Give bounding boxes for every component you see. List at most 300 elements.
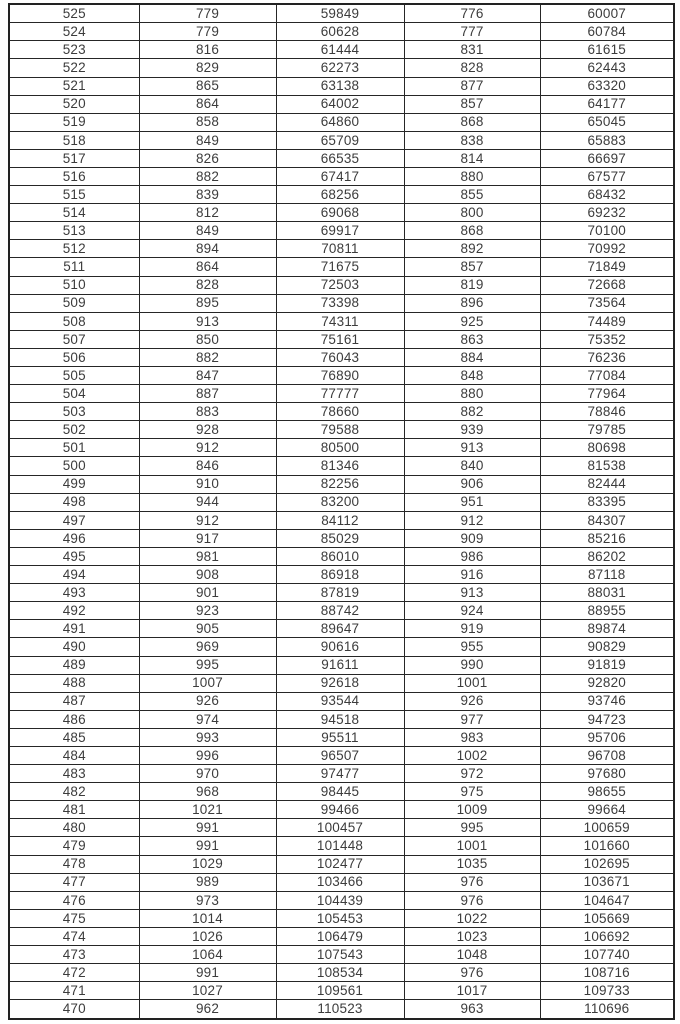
- table-cell: 995: [139, 656, 276, 674]
- table-cell: 976: [404, 964, 540, 982]
- table-row: [9, 620, 674, 638]
- table-cell: 483: [9, 765, 139, 783]
- table-cell: 990: [404, 656, 540, 674]
- table-cell: 482: [9, 783, 139, 801]
- table-cell: 61615: [540, 41, 674, 59]
- table-cell: 72668: [540, 276, 674, 294]
- table-cell: 100659: [540, 819, 674, 837]
- table-cell: 491: [9, 620, 139, 638]
- table-cell: 486: [9, 710, 139, 728]
- table-row: [9, 710, 674, 728]
- table-cell: 95511: [276, 728, 404, 746]
- table-row: [9, 294, 674, 312]
- table-cell: 909: [404, 529, 540, 547]
- score-distribution-table: [8, 3, 675, 1020]
- table-cell: 1026: [139, 927, 276, 945]
- table-cell: 857: [404, 95, 540, 113]
- table-cell: 840: [404, 457, 540, 475]
- table-cell: 99466: [276, 801, 404, 819]
- table-cell: 84307: [540, 511, 674, 529]
- table-cell: 524: [9, 23, 139, 41]
- table-cell: 1048: [404, 946, 540, 964]
- table-cell: 76236: [540, 348, 674, 366]
- table-cell: 499: [9, 475, 139, 493]
- table-cell: 102695: [540, 855, 674, 873]
- table-row: [9, 692, 674, 710]
- table-cell: 776: [404, 4, 540, 23]
- table-row: [9, 801, 674, 819]
- table-cell: 1021: [139, 801, 276, 819]
- table-cell: 105669: [540, 909, 674, 927]
- table-cell: 64002: [276, 95, 404, 113]
- table-cell: 970: [139, 765, 276, 783]
- table-row: [9, 330, 674, 348]
- table-cell: 800: [404, 204, 540, 222]
- table-cell: 101660: [540, 837, 674, 855]
- table-cell: 896: [404, 294, 540, 312]
- table-cell: 89874: [540, 620, 674, 638]
- table-cell: 863: [404, 330, 540, 348]
- table-row: [9, 113, 674, 131]
- table-cell: 494: [9, 566, 139, 584]
- table-cell: 473: [9, 946, 139, 964]
- table-cell: 520: [9, 95, 139, 113]
- table-cell: 500: [9, 457, 139, 475]
- table-cell: 917: [139, 529, 276, 547]
- table-cell: 976: [404, 873, 540, 891]
- table-row: [9, 41, 674, 59]
- table-cell: 895: [139, 294, 276, 312]
- table-cell: 85029: [276, 529, 404, 547]
- table-cell: 892: [404, 240, 540, 258]
- table-cell: 880: [404, 167, 540, 185]
- table-cell: 107740: [540, 946, 674, 964]
- table-cell: 831: [404, 41, 540, 59]
- table-cell: 94723: [540, 710, 674, 728]
- table-cell: 1014: [139, 909, 276, 927]
- table-cell: 67577: [540, 167, 674, 185]
- table-cell: 74489: [540, 312, 674, 330]
- table-cell: 858: [139, 113, 276, 131]
- table-cell: 65883: [540, 131, 674, 149]
- table-row: [9, 656, 674, 674]
- table-cell: 515: [9, 186, 139, 204]
- table-row: [9, 23, 674, 41]
- table-cell: 484: [9, 746, 139, 764]
- table-cell: 79785: [540, 421, 674, 439]
- table-cell: 865: [139, 77, 276, 95]
- table-cell: 485: [9, 728, 139, 746]
- table-cell: 90829: [540, 638, 674, 656]
- table-cell: 779: [139, 4, 276, 23]
- table-cell: 883: [139, 403, 276, 421]
- table-cell: 489: [9, 656, 139, 674]
- table-cell: 1002: [404, 746, 540, 764]
- table-cell: 73398: [276, 294, 404, 312]
- table-cell: 849: [139, 131, 276, 149]
- table-cell: 76890: [276, 367, 404, 385]
- table-cell: 864: [139, 95, 276, 113]
- table-cell: 864: [139, 258, 276, 276]
- table-cell: 89647: [276, 620, 404, 638]
- table-cell: 68256: [276, 186, 404, 204]
- table-cell: 995: [404, 819, 540, 837]
- table-cell: 479: [9, 837, 139, 855]
- table-cell: 81538: [540, 457, 674, 475]
- table-cell: 94518: [276, 710, 404, 728]
- table-row: [9, 746, 674, 764]
- table-cell: 65709: [276, 131, 404, 149]
- table-cell: 66535: [276, 149, 404, 167]
- table-cell: 66697: [540, 149, 674, 167]
- table-row: [9, 258, 674, 276]
- table-cell: 991: [139, 819, 276, 837]
- table-cell: 79588: [276, 421, 404, 439]
- table-cell: 973: [139, 891, 276, 909]
- table-cell: 516: [9, 167, 139, 185]
- table-cell: 108534: [276, 964, 404, 982]
- table-cell: 110523: [276, 1000, 404, 1019]
- table-row: [9, 982, 674, 1000]
- table-cell: 819: [404, 276, 540, 294]
- table-cell: 521: [9, 77, 139, 95]
- table-cell: 102477: [276, 855, 404, 873]
- table-cell: 496: [9, 529, 139, 547]
- table-row: [9, 240, 674, 258]
- table-cell: 910: [139, 475, 276, 493]
- table-cell: 77964: [540, 385, 674, 403]
- table-cell: 71675: [276, 258, 404, 276]
- table-row: [9, 1000, 674, 1019]
- table-cell: 71849: [540, 258, 674, 276]
- table-cell: 905: [139, 620, 276, 638]
- table-cell: 478: [9, 855, 139, 873]
- table-cell: 498: [9, 493, 139, 511]
- table-row: [9, 529, 674, 547]
- table-cell: 98445: [276, 783, 404, 801]
- table-cell: 951: [404, 493, 540, 511]
- table-cell: 868: [404, 222, 540, 240]
- table-cell: 507: [9, 330, 139, 348]
- table-cell: 69068: [276, 204, 404, 222]
- table-row: [9, 566, 674, 584]
- table-cell: 846: [139, 457, 276, 475]
- table-cell: 777: [404, 23, 540, 41]
- table-cell: 894: [139, 240, 276, 258]
- table-cell: 981: [139, 547, 276, 565]
- table-row: [9, 204, 674, 222]
- table-cell: 80698: [540, 439, 674, 457]
- table-cell: 503: [9, 403, 139, 421]
- table-cell: 983: [404, 728, 540, 746]
- table-cell: 60784: [540, 23, 674, 41]
- table-cell: 522: [9, 59, 139, 77]
- table-cell: 1064: [139, 946, 276, 964]
- table-cell: 517: [9, 149, 139, 167]
- table-cell: 82444: [540, 475, 674, 493]
- table-cell: 106479: [276, 927, 404, 945]
- table-row: [9, 837, 674, 855]
- table-cell: 64860: [276, 113, 404, 131]
- table-cell: 882: [139, 348, 276, 366]
- table-cell: 62273: [276, 59, 404, 77]
- table-row: [9, 964, 674, 982]
- table-cell: 470: [9, 1000, 139, 1019]
- table-cell: 944: [139, 493, 276, 511]
- table-cell: 86918: [276, 566, 404, 584]
- table-row: [9, 946, 674, 964]
- table-row: [9, 222, 674, 240]
- table-cell: 972: [404, 765, 540, 783]
- table-cell: 101448: [276, 837, 404, 855]
- table-row: [9, 547, 674, 565]
- table-cell: 880: [404, 385, 540, 403]
- table-cell: 1007: [139, 674, 276, 692]
- table-cell: 504: [9, 385, 139, 403]
- table-row: [9, 77, 674, 95]
- table-cell: 991: [139, 964, 276, 982]
- table-cell: 83200: [276, 493, 404, 511]
- table-cell: 912: [139, 439, 276, 457]
- table-row: [9, 493, 674, 511]
- table-cell: 86202: [540, 547, 674, 565]
- table-cell: 508: [9, 312, 139, 330]
- table-cell: 100457: [276, 819, 404, 837]
- table-body: [9, 4, 674, 1019]
- table-cell: 923: [139, 602, 276, 620]
- table-cell: 110696: [540, 1000, 674, 1019]
- table-cell: 916: [404, 566, 540, 584]
- table-cell: 513: [9, 222, 139, 240]
- table-cell: 82256: [276, 475, 404, 493]
- table-cell: 80500: [276, 439, 404, 457]
- table-cell: 492: [9, 602, 139, 620]
- table-cell: 913: [139, 312, 276, 330]
- table-cell: 838: [404, 131, 540, 149]
- table-row: [9, 457, 674, 475]
- table-cell: 991: [139, 837, 276, 855]
- table-cell: 91611: [276, 656, 404, 674]
- table-row: [9, 59, 674, 77]
- table-cell: 65045: [540, 113, 674, 131]
- table-row: [9, 167, 674, 185]
- table-cell: 975: [404, 783, 540, 801]
- table-cell: 73564: [540, 294, 674, 312]
- table-cell: 512: [9, 240, 139, 258]
- table-cell: 828: [139, 276, 276, 294]
- table-cell: 477: [9, 873, 139, 891]
- table-cell: 939: [404, 421, 540, 439]
- table-cell: 913: [404, 439, 540, 457]
- table-cell: 814: [404, 149, 540, 167]
- table-cell: 989: [139, 873, 276, 891]
- table-cell: 104647: [540, 891, 674, 909]
- table-row: [9, 475, 674, 493]
- table-cell: 993: [139, 728, 276, 746]
- table-cell: 78660: [276, 403, 404, 421]
- table-cell: 493: [9, 584, 139, 602]
- table-cell: 968: [139, 783, 276, 801]
- table-cell: 779: [139, 23, 276, 41]
- table-cell: 490: [9, 638, 139, 656]
- table-cell: 70100: [540, 222, 674, 240]
- table-cell: 828: [404, 59, 540, 77]
- table-cell: 103671: [540, 873, 674, 891]
- table-row: [9, 783, 674, 801]
- table-cell: 969: [139, 638, 276, 656]
- table-row: [9, 131, 674, 149]
- table-cell: 93544: [276, 692, 404, 710]
- table-cell: 474: [9, 927, 139, 945]
- table-cell: 906: [404, 475, 540, 493]
- table-cell: 816: [139, 41, 276, 59]
- table-cell: 857: [404, 258, 540, 276]
- table-cell: 109733: [540, 982, 674, 1000]
- table-cell: 849: [139, 222, 276, 240]
- table-cell: 476: [9, 891, 139, 909]
- table-cell: 908: [139, 566, 276, 584]
- table-cell: 64177: [540, 95, 674, 113]
- table-cell: 509: [9, 294, 139, 312]
- table-cell: 1029: [139, 855, 276, 873]
- table-cell: 61444: [276, 41, 404, 59]
- table-cell: 472: [9, 964, 139, 982]
- table-cell: 70811: [276, 240, 404, 258]
- table-cell: 75161: [276, 330, 404, 348]
- table-cell: 91819: [540, 656, 674, 674]
- table-cell: 106692: [540, 927, 674, 945]
- table-row: [9, 584, 674, 602]
- table-row: [9, 674, 674, 692]
- table-cell: 1022: [404, 909, 540, 927]
- table-cell: 850: [139, 330, 276, 348]
- table-row: [9, 891, 674, 909]
- table-cell: 59849: [276, 4, 404, 23]
- table-row: [9, 348, 674, 366]
- table-cell: 525: [9, 4, 139, 23]
- table-cell: 506: [9, 348, 139, 366]
- table-cell: 812: [139, 204, 276, 222]
- table-row: [9, 4, 674, 23]
- table-cell: 1023: [404, 927, 540, 945]
- table-row: [9, 312, 674, 330]
- table-cell: 480: [9, 819, 139, 837]
- table-cell: 105453: [276, 909, 404, 927]
- table-cell: 76043: [276, 348, 404, 366]
- table-row: [9, 638, 674, 656]
- table-cell: 63320: [540, 77, 674, 95]
- table-row: [9, 421, 674, 439]
- table-row: [9, 909, 674, 927]
- table-cell: 996: [139, 746, 276, 764]
- table-cell: 963: [404, 1000, 540, 1019]
- table-row: [9, 765, 674, 783]
- table-cell: 926: [139, 692, 276, 710]
- table-cell: 901: [139, 584, 276, 602]
- table-row: [9, 602, 674, 620]
- table-cell: 78846: [540, 403, 674, 421]
- table-cell: 955: [404, 638, 540, 656]
- table-cell: 855: [404, 186, 540, 204]
- table-row: [9, 367, 674, 385]
- table-cell: 523: [9, 41, 139, 59]
- table-cell: 69232: [540, 204, 674, 222]
- table-cell: 510: [9, 276, 139, 294]
- table-cell: 928: [139, 421, 276, 439]
- table-cell: 62443: [540, 59, 674, 77]
- table-cell: 1027: [139, 982, 276, 1000]
- table-cell: 514: [9, 204, 139, 222]
- table-cell: 99664: [540, 801, 674, 819]
- table-cell: 63138: [276, 77, 404, 95]
- table-row: [9, 149, 674, 167]
- table-cell: 74311: [276, 312, 404, 330]
- table-row: [9, 276, 674, 294]
- table-cell: 97477: [276, 765, 404, 783]
- table-cell: 92820: [540, 674, 674, 692]
- table-cell: 976: [404, 891, 540, 909]
- table-cell: 471: [9, 982, 139, 1000]
- table-cell: 95706: [540, 728, 674, 746]
- table-cell: 912: [404, 511, 540, 529]
- table-cell: 96708: [540, 746, 674, 764]
- table-cell: 475: [9, 909, 139, 927]
- table-cell: 1017: [404, 982, 540, 1000]
- table-cell: 77777: [276, 385, 404, 403]
- table-row: [9, 385, 674, 403]
- table-cell: 88742: [276, 602, 404, 620]
- table-cell: 497: [9, 511, 139, 529]
- table-cell: 926: [404, 692, 540, 710]
- table-cell: 60007: [540, 4, 674, 23]
- table-cell: 77084: [540, 367, 674, 385]
- table-cell: 913: [404, 584, 540, 602]
- table-cell: 87819: [276, 584, 404, 602]
- table-cell: 977: [404, 710, 540, 728]
- table-cell: 495: [9, 547, 139, 565]
- table-cell: 829: [139, 59, 276, 77]
- table-cell: 68432: [540, 186, 674, 204]
- table-cell: 88031: [540, 584, 674, 602]
- table-cell: 1035: [404, 855, 540, 873]
- table-cell: 925: [404, 312, 540, 330]
- table-cell: 67417: [276, 167, 404, 185]
- table-cell: 488: [9, 674, 139, 692]
- table-row: [9, 855, 674, 873]
- table-cell: 826: [139, 149, 276, 167]
- table-cell: 86010: [276, 547, 404, 565]
- table-cell: 919: [404, 620, 540, 638]
- table-cell: 90616: [276, 638, 404, 656]
- table-row: [9, 403, 674, 421]
- table-cell: 97680: [540, 765, 674, 783]
- table-cell: 986: [404, 547, 540, 565]
- table-cell: 109561: [276, 982, 404, 1000]
- table-cell: 72503: [276, 276, 404, 294]
- table-cell: 877: [404, 77, 540, 95]
- table-cell: 848: [404, 367, 540, 385]
- table-cell: 69917: [276, 222, 404, 240]
- table-row: [9, 511, 674, 529]
- table-row: [9, 439, 674, 457]
- table-row: [9, 927, 674, 945]
- table-cell: 505: [9, 367, 139, 385]
- table-cell: 511: [9, 258, 139, 276]
- table-cell: 912: [139, 511, 276, 529]
- table-cell: 481: [9, 801, 139, 819]
- table-cell: 85216: [540, 529, 674, 547]
- table-row: [9, 819, 674, 837]
